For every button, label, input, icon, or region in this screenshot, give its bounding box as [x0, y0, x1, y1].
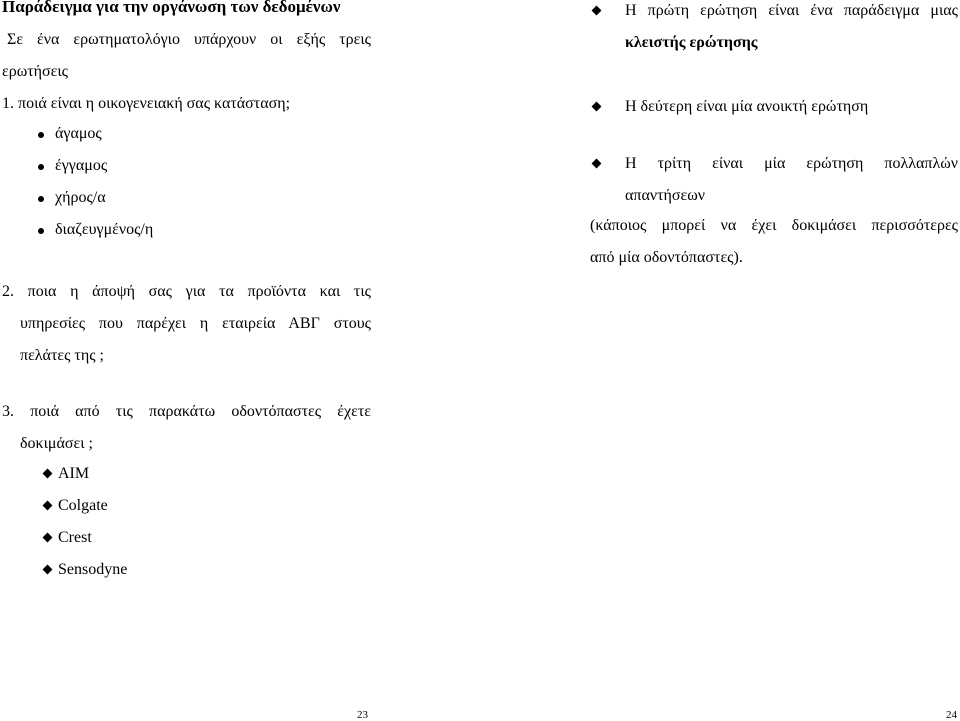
- list-item: AIM: [58, 465, 90, 482]
- right-page: [480, 0, 960, 719]
- note-item-1-cont: κλειστής ερώτησης: [625, 34, 758, 51]
- page-number: 24: [946, 709, 957, 721]
- diamond-bullet-icon: [592, 159, 602, 169]
- question-2-cont: πελάτες της ;: [20, 347, 104, 364]
- question-2-cont: υπηρεσίες που παρέχει η εταιρεία ΑΒΓ στους: [20, 315, 371, 332]
- intro-line: Σε ένα ερωτηματολόγιο υπάρχουν οι εξής τρεις: [7, 31, 371, 48]
- page-title: Παράδειγμα για την οργάνωση των δεδομένων: [2, 0, 341, 16]
- intro-line: ερωτήσεις: [2, 63, 69, 80]
- diamond-bullet-icon: [43, 533, 53, 543]
- list-item: Colgate: [58, 497, 108, 514]
- left-page: [0, 0, 480, 719]
- list-item: Sensodyne: [58, 561, 128, 578]
- note-text: από μία οδοντόπαστες).: [590, 249, 743, 266]
- list-item: διαζευγμένος/η: [55, 221, 154, 238]
- bullet-dot-icon: [38, 132, 44, 138]
- bullet-dot-icon: [38, 196, 44, 202]
- list-item: άγαμος: [55, 125, 102, 142]
- diamond-bullet-icon: [43, 565, 53, 575]
- note-item-3-cont: απαντήσεων: [625, 187, 705, 204]
- question-2: 2. ποια η άποψή σας για τα προϊόντα και τις: [2, 283, 371, 300]
- question-3-cont: δοκιμάσει ;: [20, 435, 93, 452]
- question-1: 1. ποιά είναι η οικογενειακή σας κατάσταση;: [2, 95, 291, 112]
- question-3: 3. ποιά από τις παρακάτω οδοντόπαστες έχετε: [2, 403, 371, 420]
- list-item: έγγαμος: [55, 157, 108, 174]
- note-item-3: Η τρίτη είναι μία ερώτηση πολλαπλών: [625, 155, 958, 172]
- bullet-dot-icon: [38, 164, 44, 170]
- diamond-bullet-icon: [592, 102, 602, 112]
- bullet-dot-icon: [38, 228, 44, 234]
- diamond-bullet-icon: [592, 6, 602, 16]
- note-text: (κάποιος μπορεί να έχει δοκιμάσει περισσότερες: [590, 217, 958, 234]
- list-item: χήρος/α: [55, 189, 106, 206]
- diamond-bullet-icon: [43, 501, 53, 511]
- diamond-bullet-icon: [43, 469, 53, 479]
- note-item-2: Η δεύτερη είναι μία ανοικτή ερώτηση: [625, 98, 869, 115]
- list-item: Crest: [58, 529, 92, 546]
- note-item-1: Η πρώτη ερώτηση είναι ένα παράδειγμα μιας: [625, 2, 958, 19]
- page-number: 23: [357, 709, 368, 721]
